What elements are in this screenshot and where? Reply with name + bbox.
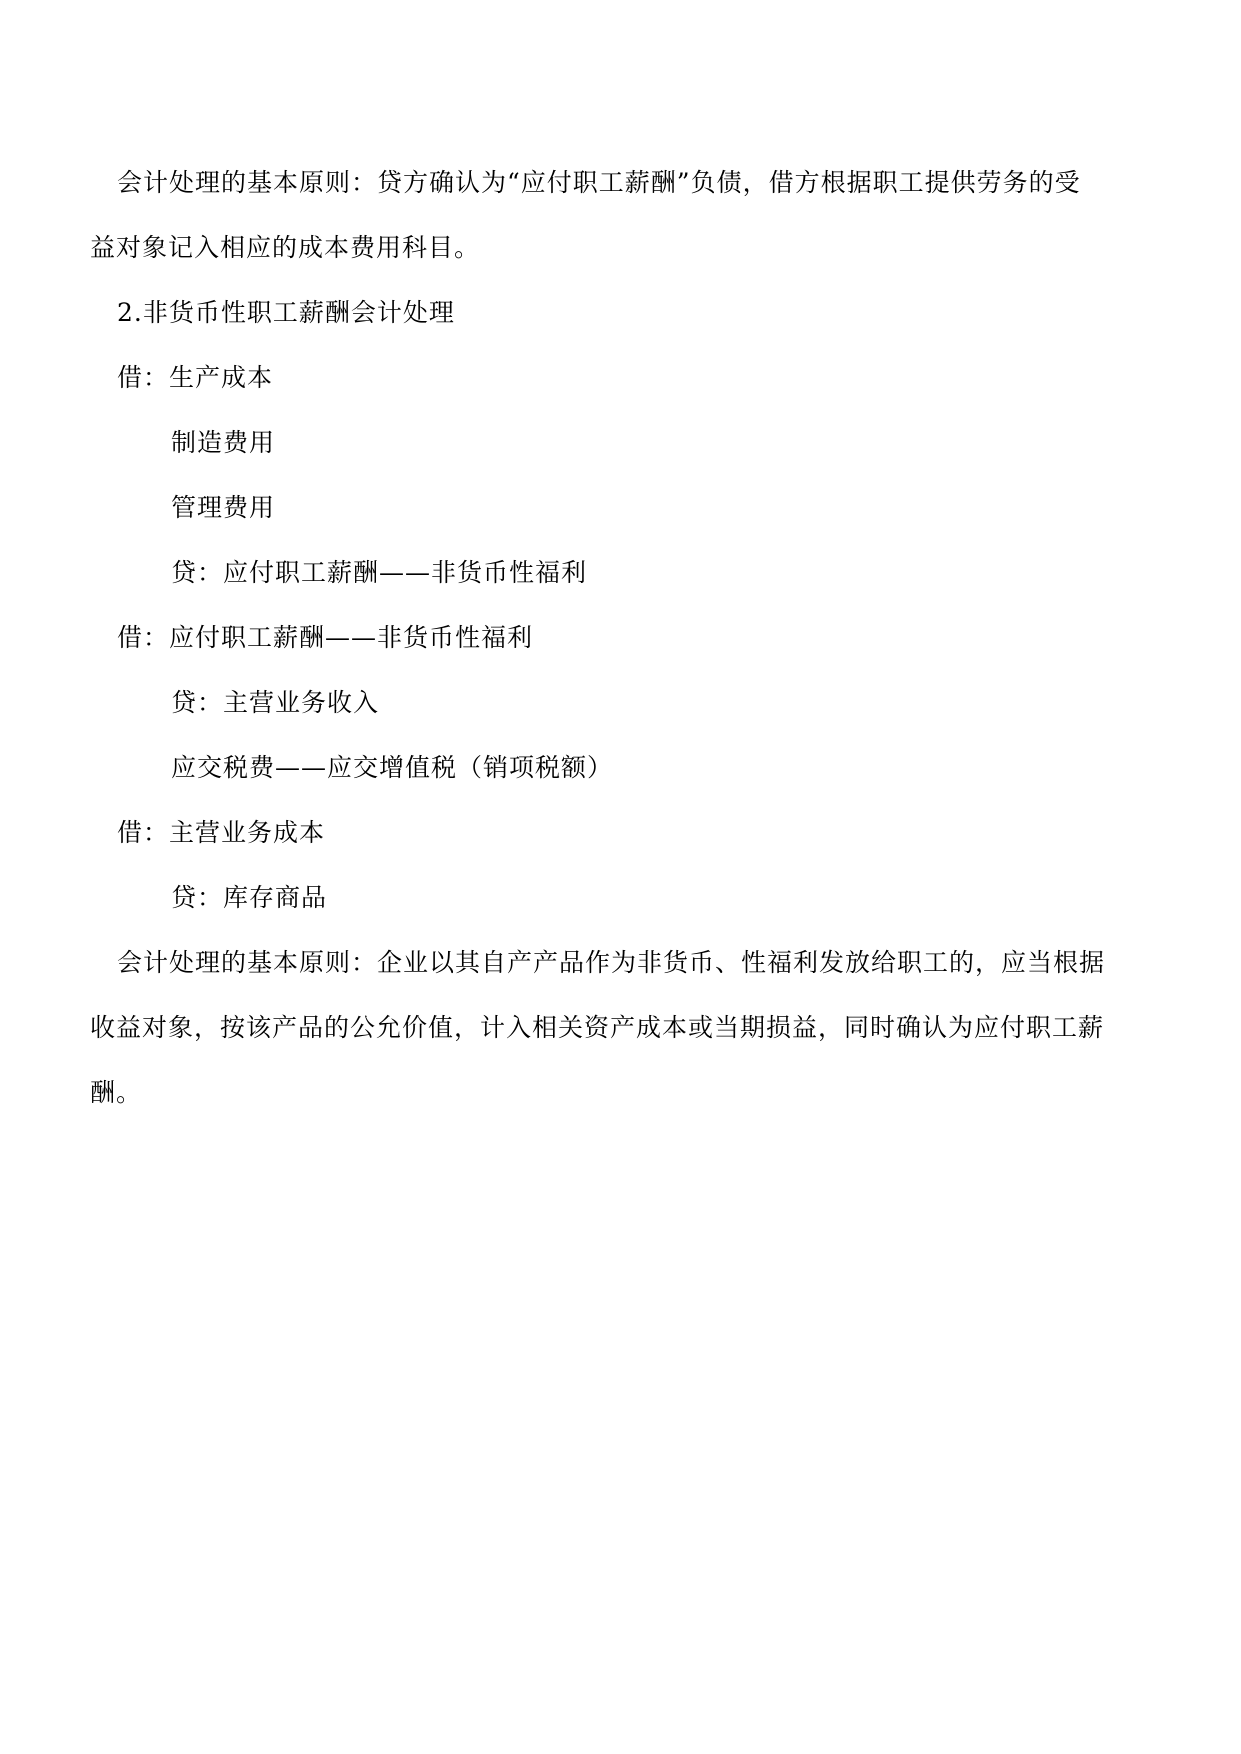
journal-entry-2-credit-2: 应交税费——应交增值税（销项税额）	[171, 753, 614, 782]
journal-entry-1-debit-3: 管理费用	[171, 493, 276, 522]
paragraph-principle-2-line-2: 收益对象，按该产品的公允价值，计入相关资产成本或当期损益，同时确认为应付职工薪	[90, 1013, 1105, 1042]
journal-entry-1-credit: 贷：应付职工薪酬——非货币性福利	[171, 558, 588, 587]
paragraph-principle-1-line-2: 益对象记入相应的成本费用科目。	[90, 233, 481, 262]
section-heading-non-monetary: 2.非货币性职工薪酬会计处理	[117, 298, 455, 327]
journal-entry-2-debit: 借：应付职工薪酬——非货币性福利	[117, 623, 534, 652]
journal-entry-1-debit-2: 制造费用	[171, 428, 276, 457]
journal-entry-1-debit: 借：生产成本	[117, 363, 274, 392]
journal-entry-3-debit: 借：主营业务成本	[117, 818, 326, 847]
paragraph-principle-1-line-1: 会计处理的基本原则：贷方确认为“应付职工薪酬”负债，借方根据职工提供劳务的受	[117, 168, 1081, 197]
paragraph-principle-2-line-1: 会计处理的基本原则：企业以其自产产品作为非货币、性福利发放给职工的，应当根据	[117, 948, 1106, 977]
journal-entry-3-credit: 贷：库存商品	[171, 883, 328, 912]
journal-entry-2-credit: 贷：主营业务收入	[171, 688, 380, 717]
paragraph-principle-2-line-3: 酬。	[90, 1078, 143, 1107]
